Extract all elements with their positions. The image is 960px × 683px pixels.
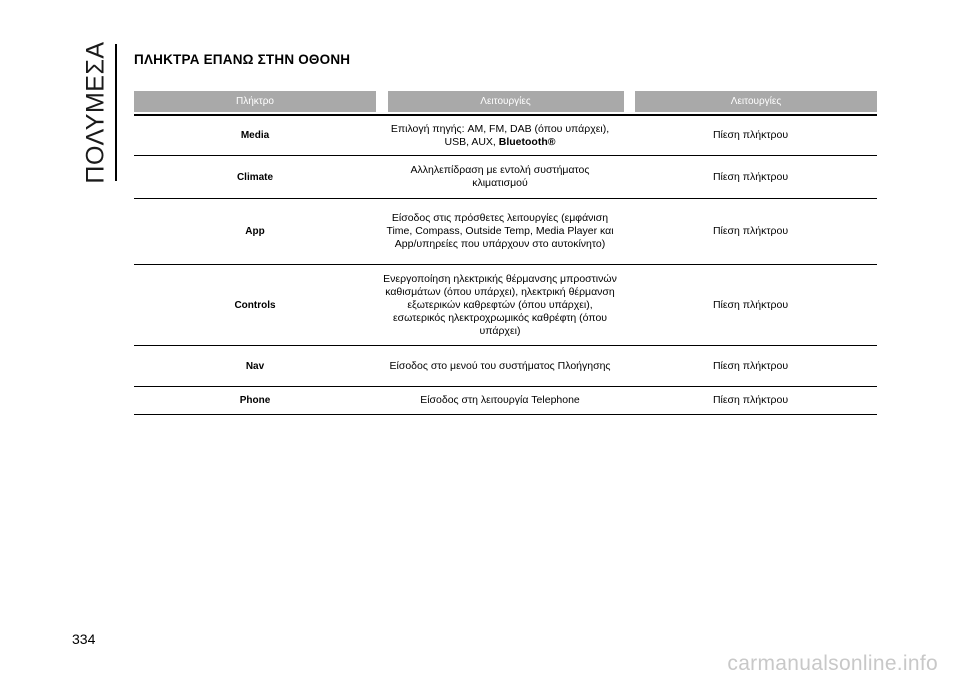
key-cell: Phone [239,395,271,406]
function-cell: Είσοδος στη λειτουργία Telephone [420,394,580,406]
action-cell: Πίεση πλήκτρου [712,394,789,406]
action-cell: Πίεση πλήκτρου [712,170,789,183]
key-cell: App [245,226,265,237]
key-cell: Climate [236,171,274,183]
table-row [134,346,877,387]
table-row [134,156,877,199]
table-header [134,91,877,112]
function-cell: Είσοδος στις πρόσθετες λειτουργίες (εμφάνιση Time, Compass, Outside Temp, Media Player και App/υπηρείες που υπάρχουν στο αυτοκίνητο) [386,212,614,250]
bluetooth-label: Bluetooth® [498,135,556,148]
header-action: Λειτουργίες [635,91,877,112]
key-cell: Controls [234,299,276,311]
header-key: Πλήκτρο [134,91,376,112]
table-row [134,265,877,346]
watermark: carmanualsonline.info [727,652,938,675]
action-cell: Πίεση πλήκτρου [712,298,789,311]
chapter-divider [115,44,117,181]
buttons-table [134,91,877,415]
table-row [134,116,877,156]
table-row [134,199,877,265]
action-cell: Πίεση πλήκτρου [712,129,789,141]
action-cell: Πίεση πλήκτρου [712,359,789,372]
function-cell: Είσοδος στο μενού του συστήματος Πλοήγησης [389,359,611,372]
function-cell: Αλληλεπίδραση με εντολή συστήματος κλιματισμού [410,164,590,189]
section-title: ΠΛΗΚΤΡΑ ΕΠΑΝΩ ΣΤΗΝ ΟΘΟΝΗ [134,52,351,67]
header-function: Λειτουργίες [388,91,624,112]
chapter-side-label-text: ΠΟΛΥΜΕΣΑ [81,40,110,184]
key-cell: Nav [245,360,265,372]
chapter-side-label [78,40,114,184]
action-cell: Πίεση πλήκτρου [712,225,789,237]
function-cell: Επιλογή πηγής: AM, FM, DAB (όπου υπάρχει), USB, AUX, Bluetooth® [390,122,610,148]
page-number: 334 [72,631,96,647]
function-cell: Ενεργοποίηση ηλεκτρικής θέρμανσης μπροστινών καθισμάτων (όπου υπάρχει), ηλεκτρική θέρμανση εξωτερικών καθρεφτών (όπου υπάρχει), εσωτερικός ηλεκτροχρωμικός καθρέφτη (όπου υπάρχει) [383,272,617,337]
table-row [134,387,877,415]
key-cell: Media [240,130,270,141]
